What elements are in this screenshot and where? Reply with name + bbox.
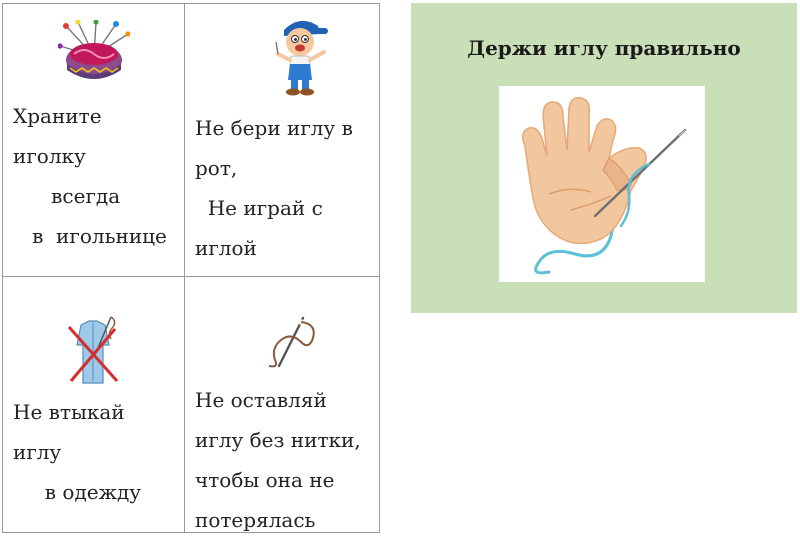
cartoon-boy-icon bbox=[270, 12, 332, 102]
needle-and-thread-icon bbox=[261, 314, 317, 374]
safety-rules-grid bbox=[2, 3, 380, 533]
rule-cell-no-mouth bbox=[185, 4, 380, 276]
hand-holding-needle-icon bbox=[499, 86, 705, 282]
rule-cell-keep-thread bbox=[185, 277, 380, 533]
rule-text-store-needle: Храните иголку всегда в игольнице bbox=[13, 104, 167, 248]
rule-text-keep-thread: Не оставляй иглу без нитки, чтобы она не потерялась bbox=[195, 388, 361, 532]
hold-needle-panel bbox=[411, 3, 797, 313]
rule-text-no-mouth: Не бери иглу в рот, Не играй с иглой bbox=[195, 116, 353, 260]
crossed-out-shirt-icon bbox=[67, 315, 119, 391]
rule-cell-pincushion bbox=[3, 4, 184, 276]
panel-title: Держи иглу правильно bbox=[467, 36, 741, 60]
rule-cell-no-clothes bbox=[3, 277, 184, 533]
pincushion-icon bbox=[58, 20, 130, 90]
rule-text-no-clothes: Не втыкай иглу в одежду bbox=[13, 400, 142, 504]
